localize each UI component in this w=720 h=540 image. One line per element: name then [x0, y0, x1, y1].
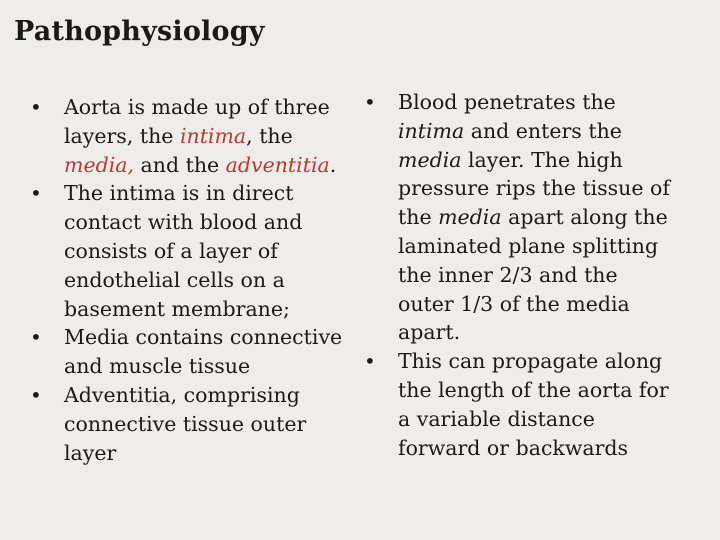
bullet-text: apart along the laminated plane splitting the inner 2/3 and the outer 1/3 of the media apart. — [398, 205, 668, 345]
bullet-text: Blood penetrates the — [398, 90, 616, 114]
right-bullet-list — [364, 88, 674, 462]
left-bullet-list — [30, 93, 348, 467]
slide-title: Pathophysiology — [14, 16, 265, 47]
bullet-text: and enters the — [464, 118, 622, 143]
bullet-adventitia: • Adventitia, comprising connective tissue outer layer — [30, 381, 348, 467]
term-media-italic: media — [398, 147, 462, 172]
bullet-text: Aorta is made up of three layers, the — [64, 95, 330, 148]
bullet-intima: • The intima is in direct contact with blood and consists of a layer of endothelial cells on a basement membrane; — [30, 179, 348, 323]
bullet-media: • Media contains connective and muscle tissue — [30, 323, 348, 381]
term-intima-italic: intima — [398, 118, 465, 143]
term-intima: intima — [179, 123, 247, 148]
bullet-aorta-layers — [30, 93, 348, 179]
term-media-italic-2: media — [438, 205, 502, 230]
bullet-text: . — [329, 152, 337, 177]
bullet-text: and the — [134, 152, 226, 177]
bullet-text: , the — [246, 123, 293, 148]
bullet-propagation: • This can propagate along the length of the aorta for a variable distance forward or backwards — [364, 347, 674, 462]
term-media: media, — [64, 152, 134, 177]
bullet-blood-penetrates — [364, 88, 674, 347]
bullet-text: layer. The high pressure rips the tissue of the — [398, 147, 670, 230]
term-adventitia: adventitia — [225, 152, 330, 177]
